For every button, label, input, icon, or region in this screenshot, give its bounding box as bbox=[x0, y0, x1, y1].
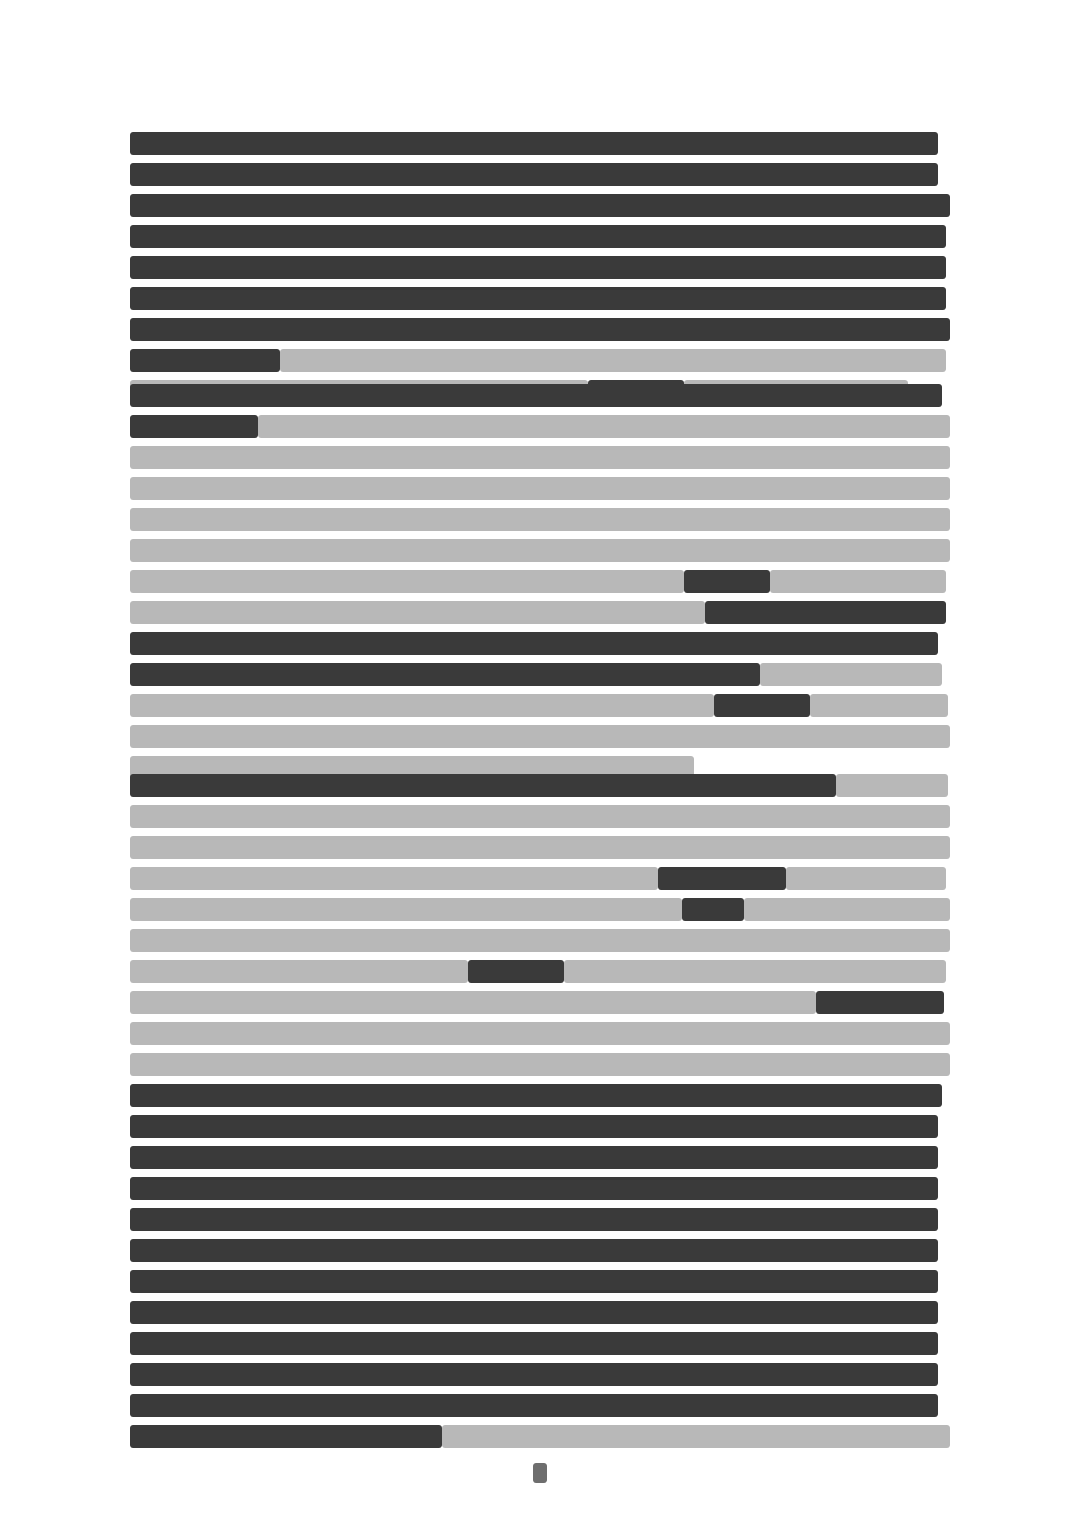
text-bold bbox=[130, 1084, 942, 1107]
text-bold bbox=[684, 570, 770, 593]
paragraph-2 bbox=[130, 384, 950, 787]
text-bold bbox=[130, 1146, 938, 1169]
text-bold bbox=[130, 256, 946, 279]
text-regular bbox=[836, 774, 948, 797]
text-bold bbox=[468, 960, 564, 983]
text-line bbox=[130, 1022, 950, 1045]
text-line bbox=[130, 1394, 950, 1417]
text-bold bbox=[130, 1363, 938, 1386]
text-line bbox=[130, 1301, 950, 1324]
text-regular bbox=[130, 898, 682, 921]
text-bold bbox=[130, 1177, 938, 1200]
text-line bbox=[130, 384, 950, 407]
text-line bbox=[130, 287, 950, 310]
text-regular bbox=[130, 929, 950, 952]
text-bold bbox=[130, 632, 938, 655]
text-regular bbox=[130, 991, 816, 1014]
text-line bbox=[130, 774, 950, 797]
text-line bbox=[130, 601, 950, 624]
text-bold bbox=[130, 1239, 938, 1262]
text-regular bbox=[442, 1425, 950, 1448]
text-line bbox=[130, 1146, 950, 1169]
text-line bbox=[130, 1208, 950, 1231]
text-bold bbox=[130, 1208, 938, 1231]
text-regular bbox=[130, 694, 714, 717]
text-regular bbox=[770, 570, 946, 593]
text-bold bbox=[130, 774, 836, 797]
text-line bbox=[130, 960, 950, 983]
text-line bbox=[130, 225, 950, 248]
text-bold bbox=[130, 318, 950, 341]
text-bold bbox=[130, 287, 946, 310]
text-line bbox=[130, 318, 950, 341]
text-line bbox=[130, 1363, 950, 1386]
text-regular bbox=[258, 415, 950, 438]
text-line bbox=[130, 256, 950, 279]
text-line bbox=[130, 446, 950, 469]
text-bold bbox=[816, 991, 944, 1014]
text-regular bbox=[130, 1053, 950, 1076]
text-regular bbox=[130, 867, 658, 890]
text-line bbox=[130, 1239, 950, 1262]
paragraph-3 bbox=[130, 774, 950, 1115]
text-bold bbox=[714, 694, 810, 717]
paragraph-1 bbox=[130, 132, 950, 411]
text-bold bbox=[130, 1270, 938, 1293]
text-regular bbox=[130, 539, 950, 562]
text-bold bbox=[130, 1115, 938, 1138]
text-line bbox=[130, 805, 950, 828]
text-bold bbox=[130, 663, 760, 686]
text-bold bbox=[130, 194, 950, 217]
text-line bbox=[130, 1270, 950, 1293]
text-line bbox=[130, 632, 950, 655]
text-line bbox=[130, 1115, 950, 1138]
text-line bbox=[130, 1053, 950, 1076]
text-regular bbox=[130, 477, 950, 500]
text-line bbox=[130, 1084, 950, 1107]
text-regular bbox=[130, 805, 950, 828]
text-regular bbox=[130, 836, 950, 859]
text-regular bbox=[130, 1022, 950, 1045]
text-line bbox=[130, 194, 950, 217]
text-bold bbox=[130, 1332, 938, 1355]
text-line bbox=[130, 694, 950, 717]
text-regular bbox=[130, 508, 950, 531]
text-regular bbox=[130, 960, 468, 983]
text-regular bbox=[130, 725, 950, 748]
text-line bbox=[130, 991, 950, 1014]
text-bold bbox=[130, 225, 946, 248]
text-line bbox=[130, 1177, 950, 1200]
text-line bbox=[130, 349, 950, 372]
text-regular bbox=[786, 867, 946, 890]
text-regular bbox=[280, 349, 946, 372]
page-number bbox=[533, 1463, 547, 1483]
text-regular bbox=[130, 446, 950, 469]
text-bold bbox=[130, 384, 942, 407]
text-bold bbox=[130, 349, 280, 372]
text-line bbox=[130, 725, 950, 748]
text-line bbox=[130, 929, 950, 952]
text-bold bbox=[705, 601, 946, 624]
text-regular bbox=[810, 694, 948, 717]
text-line bbox=[130, 539, 950, 562]
text-bold bbox=[682, 898, 744, 921]
text-line bbox=[130, 570, 950, 593]
text-line bbox=[130, 898, 950, 921]
text-regular bbox=[564, 960, 946, 983]
text-regular bbox=[130, 601, 705, 624]
text-line bbox=[130, 163, 950, 186]
text-line bbox=[130, 477, 950, 500]
text-bold bbox=[130, 1301, 938, 1324]
text-bold bbox=[130, 415, 258, 438]
text-line bbox=[130, 1425, 950, 1448]
text-bold bbox=[130, 1425, 442, 1448]
text-regular bbox=[744, 898, 950, 921]
text-bold bbox=[130, 1394, 938, 1417]
text-line bbox=[130, 1332, 950, 1355]
text-regular bbox=[760, 663, 942, 686]
text-regular bbox=[130, 570, 684, 593]
text-line bbox=[130, 132, 950, 155]
text-line bbox=[130, 508, 950, 531]
text-line bbox=[130, 867, 950, 890]
paragraph-4 bbox=[130, 1084, 950, 1456]
text-line bbox=[130, 415, 950, 438]
text-bold bbox=[130, 163, 938, 186]
text-line bbox=[130, 836, 950, 859]
text-bold bbox=[658, 867, 786, 890]
text-bold bbox=[130, 132, 938, 155]
text-line bbox=[130, 663, 950, 686]
